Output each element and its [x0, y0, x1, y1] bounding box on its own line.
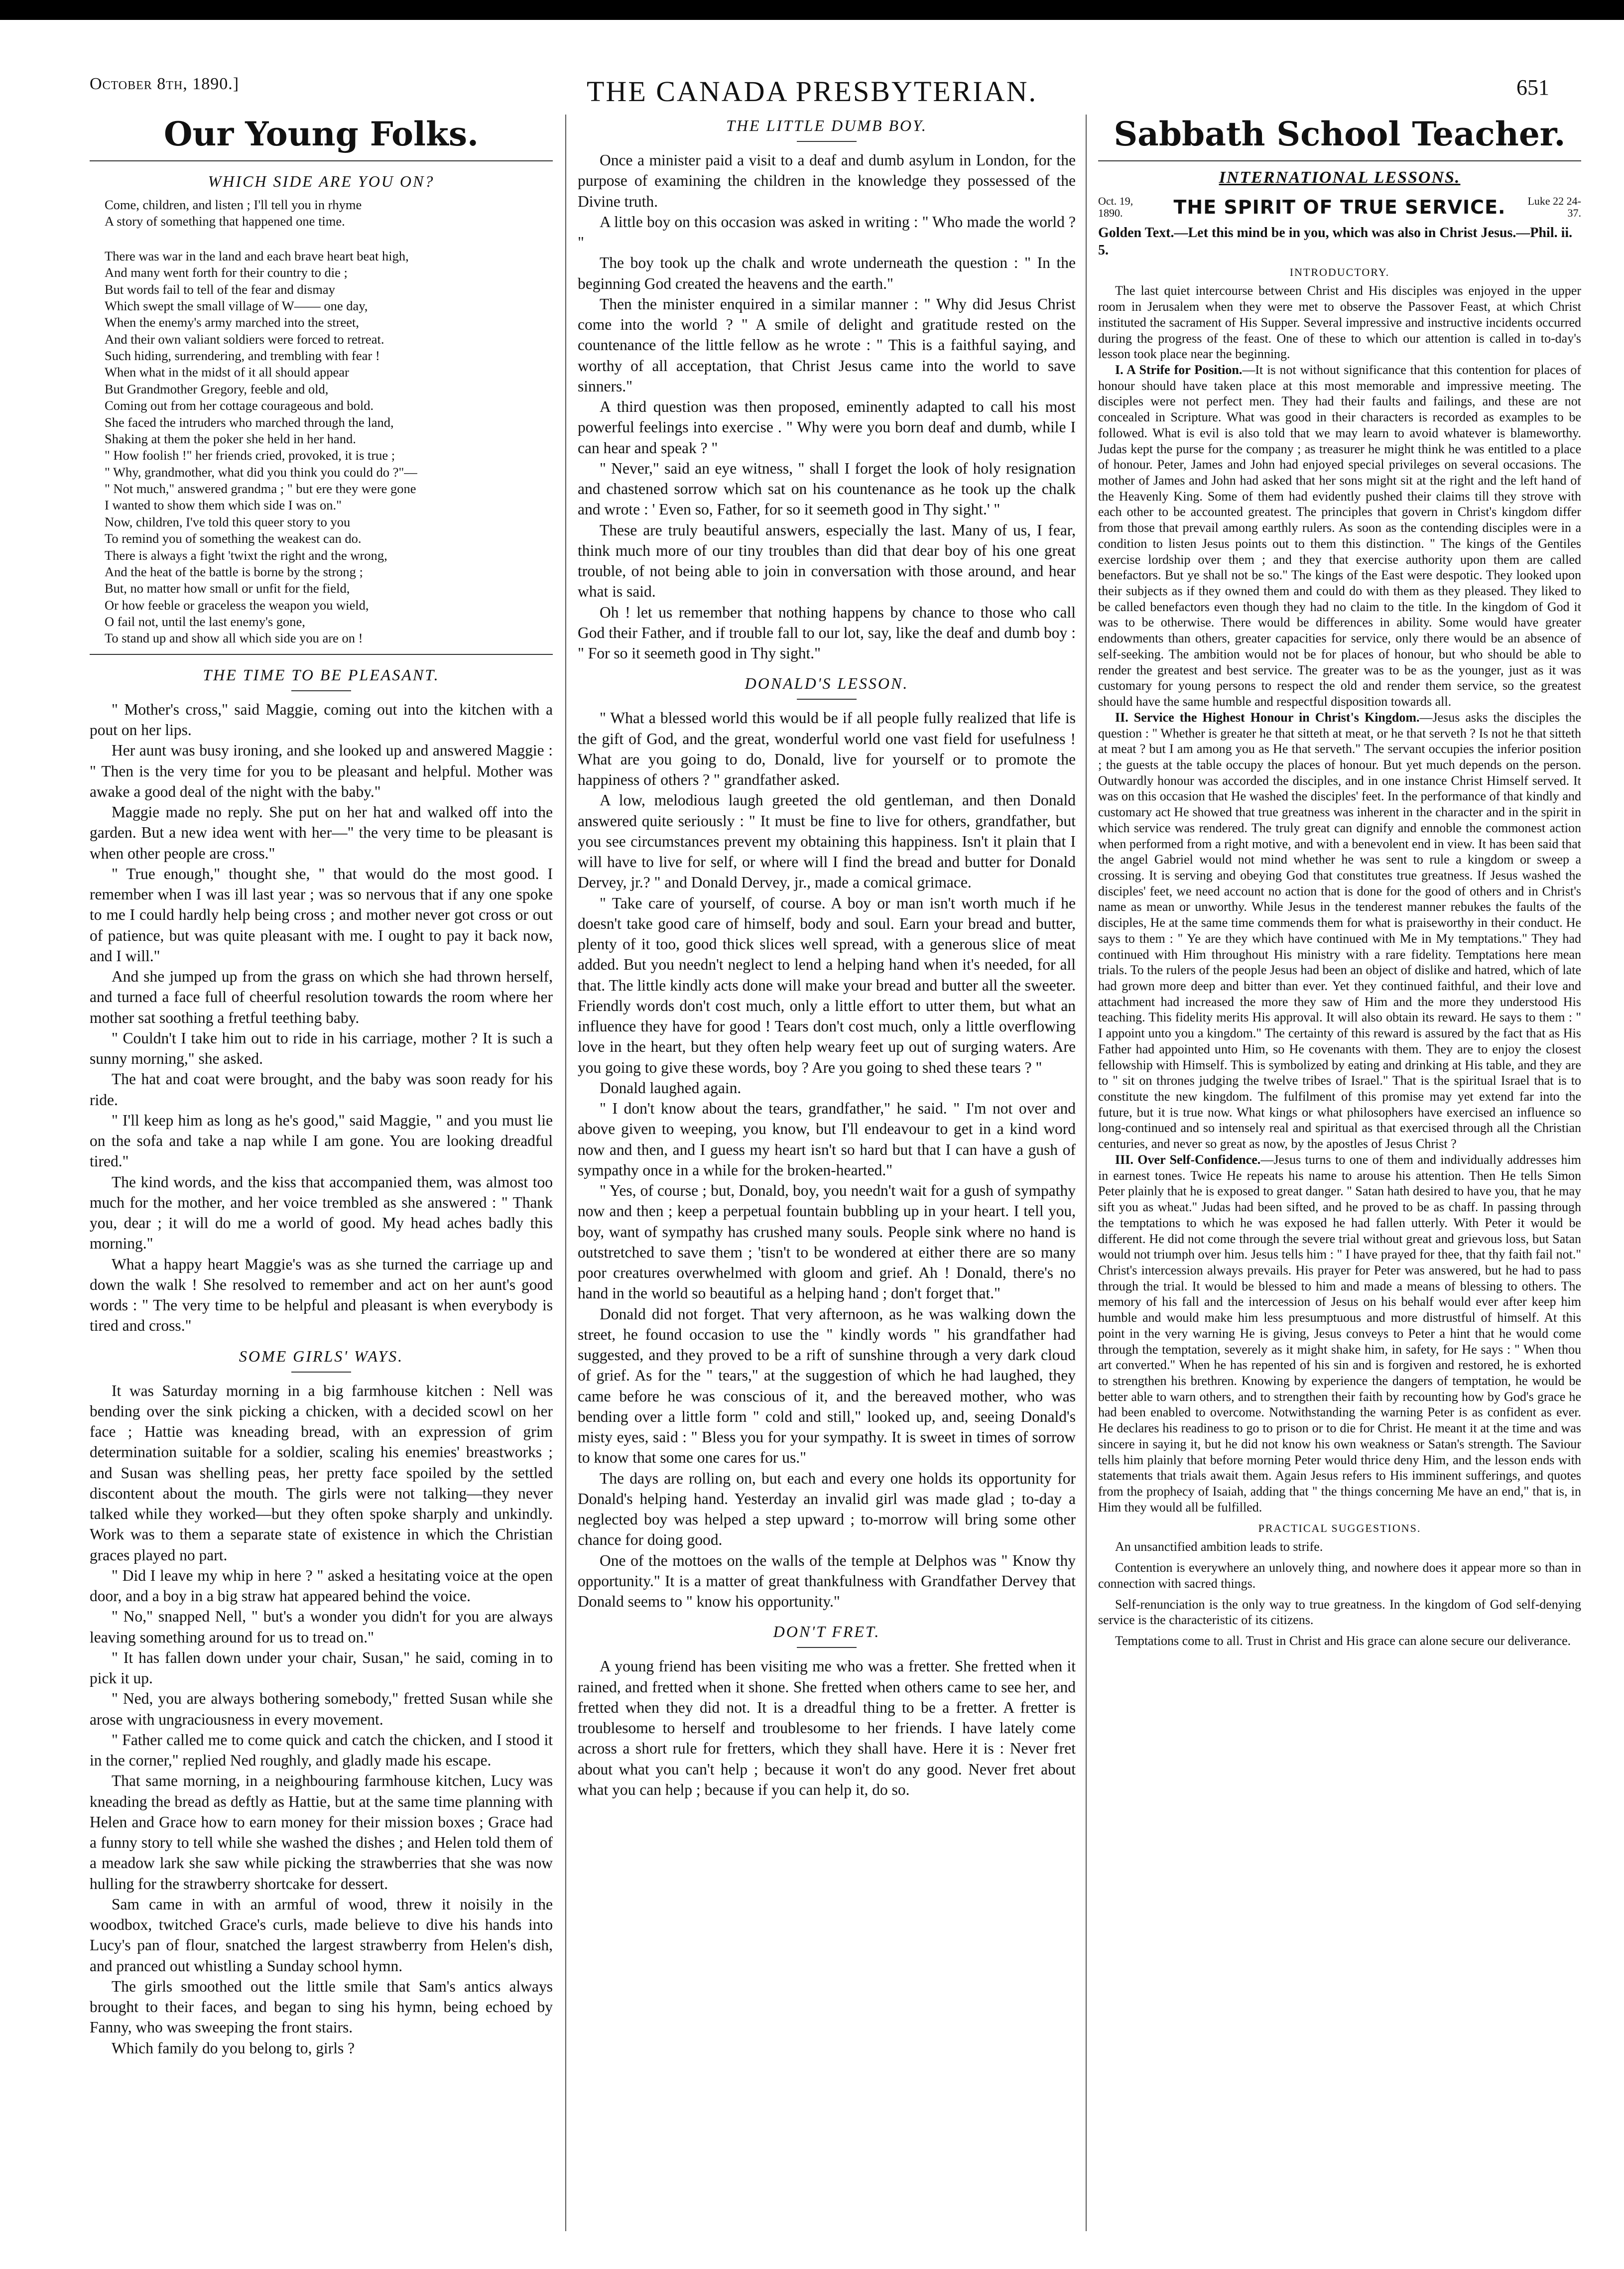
suggestion-item: Contention is everywhere an unlovely thing, and nowhere does it appear more so than in connection with sacred things.: [1098, 1560, 1581, 1591]
section-heading: Our Young Folks.: [164, 115, 479, 153]
section-title: III. Over Self-Confidence.: [1115, 1152, 1261, 1167]
suggestions-list: [1098, 1539, 1581, 1648]
paragraph: " Did I leave my whip in here ? " asked a hesitating voice at the open door, and a boy in a big straw hat appeared behind the voice.: [90, 1566, 553, 1605]
poem-line: Such hiding, surrendering, and trembling with fear !: [105, 348, 380, 363]
suggestion-item: An unsanctified ambition leads to strife.: [1115, 1539, 1323, 1554]
paragraph: Maggie made no reply. She put on her hat and walked off into the garden. But a new idea went with her—" the very time to be pleasant is when other people are cross.": [90, 803, 553, 862]
poem-line: When what in the midst of it all should appear: [105, 365, 349, 380]
paragraph: A third question was then proposed, eminently adapted to call his most powerful feelings into exercise . " Why were you born deaf and dumb, while I can hear and speak ? ": [578, 398, 1076, 457]
paragraph: What a happy heart Maggie's was as she turned the carriage up and down the walk ! She resolved to remember and act on her aunt's good words : " The very time to be helpful and pleasant is when everybody is tired and cross.": [90, 1255, 553, 1335]
section-text: —Jesus asks the disciples the question : " Whether is greater he that sitteth at meat, or he that serveth ? Is not he that sitteth at meat ? but I am among you as He that serveth." The servant occupies the inferior position ; the guests at the table occupy the places of honour. But yet much depends on the person. Outwardly honour was accorded the disciples, and in one instance Christ Himself served. It was on this occasion that He washed the disciples' feet. In the performance of that kindly and customary act He showed that true greatness was inherent in the character and in the spirit in which service was rendered. The truly great can dignify and ennoble the commonest action when performed from a right motive, and with a benevolent end in view. It has been said that the angel Gabriel would not mind whether he was sent to rule a kingdom or sweep a crossing. It is serving and obeying God that constitutes true greatness. If Jesus washed the disciples' feet, we need account no action that is done for the good of others and in Christ's name as mean or unworthy. While Jesus in the tenderest manner rebukes the faults of the disciples, He at the same time commends them for what is praiseworthy in their conduct. He says to them : " Ye are they which have continued with Me in My temptations." They had continued with Him throughout His ministry with a rare fidelity. Temptations here mean trials. To the rulers of the people Jesus had been an object of dislike and hatred, which of late had grown more deep and bitter than ever. Yet they continued faithful, and their love and attachment had increased the more they saw of Him and the more they understood His teaching. This fidelity merits His approval. It will also obtain its reward. He says to them : " I appoint unto you a kingdom." The certainty of this reward is assured by the fact that as His Father had appointed unto Him, so He covenants with them. They are to enjoy the closest fellowship with Himself. This is symbolized by eating and drinking at His table, and they are to " sit on thrones judging the twelve tribes of Israel." That is the spiritual Israel that is to constitute the new kingdom. The fulfilment of this promise may yet extend far into the future, but it is true now. What kings or what philosophers have exercised an influence so long-continued and so intensely real and spiritual as that exercised through all the Christian centuries, and never so great as now, by the apostles of Jesus Christ ?: [1098, 710, 1581, 1151]
lesson-section: [1098, 710, 1581, 1152]
poem-stanza: [105, 197, 553, 230]
suggestion-item: Self-renunciation is the only way to true greatness. In the kingdom of God self-denying service is the characteristic of its citizens.: [1098, 1597, 1581, 1628]
column-young-folks: [90, 115, 553, 2058]
lesson-section: [1098, 362, 1581, 710]
poem-line: But, no matter how small or unfit for the field,: [105, 581, 350, 596]
story-title: DON'T FRET.: [773, 1623, 880, 1641]
story-title: DONALD'S LESSON.: [745, 674, 909, 693]
issue-date: October 8th, 1890.]: [90, 75, 240, 93]
poem-stanza: [105, 248, 553, 647]
poem-title: WHICH SIDE ARE YOU ON?: [208, 172, 435, 190]
paragraph: A low, melodious laugh greeted the old gentleman, and then Donald answered quite seriously : " It must be fine to live for others, grandfather, but you see circumstances prevent my obtaining this happiness. Isn't it plain that I will have to live for self, or where will I find the bread and butter for Donald Dervey, jr.? " and Donald Dervey, jr., made a comical grimace.: [578, 791, 1076, 891]
column-divider: [1086, 115, 1087, 2231]
paragraph: The girls smoothed out the little smile that Sam's antics always brought to their faces, and began to sing his hymn, being echoed by Fanny, who was sweeping the front stairs.: [90, 1977, 553, 2036]
poem-line: O fail not, until the last enemy's gone,: [105, 614, 305, 629]
paragraph: Which family do you belong to, girls ?: [112, 2039, 355, 2057]
column-divider: [565, 115, 566, 2231]
story-title: THE TIME TO BE PLEASANT.: [203, 665, 440, 684]
poem-line: When the enemy's army marched into the street,: [105, 315, 360, 330]
section-title: I. A Strife for Position.: [1115, 362, 1243, 377]
suggestions-heading: PRACTICAL SUGGESTIONS.: [1258, 1522, 1421, 1535]
paragraph: The days are rolling on, but each and every one holds its opportunity for Donald's helping hand. Yesterday an invalid girl was made glad ; to-day a neglected boy was helped a step upward ; to-morrow will bring some other chance for doing good.: [578, 1469, 1076, 1549]
paragraph: That same morning, in a neighbouring farmhouse kitchen, Lucy was kneading the bread as deftly as Hattie, but at the same time planning with Helen and Grace how to earn money for their mission boxes ; Grace had a funny story to tell while she washed the dishes ; and Helen told them of a meadow lark she saw while picking the strawberries that she was now hulling for the strawberry shortcake for dessert.: [90, 1772, 553, 1892]
paragraph: " Yes, of course ; but, Donald, boy, you needn't wait for a gush of sympathy now and then ; keep a perpetual fountain bubbling up in your heart. I tell you, boy, want of sympathy has crushed many souls. People sink where no hand is outstretched to save them ; 'tisn't to be wondered at either there are so many poor creatures overwhelmed with gloom and grief. Ah ! Donald, there's no hand in the world so beautiful as a helping hand ; don't forget that.": [578, 1182, 1076, 1302]
section-title: II. Service the Highest Honour in Christ's Kingdom.: [1115, 710, 1420, 725]
section-heading: Sabbath School Teacher.: [1114, 115, 1566, 153]
section-text: —It is not without significance that this contention for places of honour should have taken place at this most memorable and impressive meeting. The disciples were not perfect men. They had their faults and failings, and these are not concealed in Scripture. What was good in their characters is recorded as examples to be followed. What is evil is also told that we may learn to avoid whatever is blameworthy. Judas kept the purse for the company ; as treasurer he might think he was entitled to a place of honour. Peter, James and John had enjoyed special privileges on several occasions. The mother of James and John had asked that her sons might sit at the right and the left hand of the Heavenly King. Some of them had evidently pushed their claims till they strove with each other to be accounted greatest. The principles that govern in Christ's kingdom differ from those that prevail among earthly rulers. As soon as the contending disciples were in a condition to listen Jesus points out to them this distinction. " The kings of the Gentiles exercise lordship over them ; and they that exercise authority upon them are called benefactors. But ye shall not be so." The kings of the East were despotic. They looked upon their subjects as if they owned them and could do with them as they pleased. They liked to be called benefactors even though they had no claim to the title. In the kingdom of God it was to be otherwise. There would be differences in ability. Some would have greater endowments than others, greater capacities for service, only there would be an absence of self-seeking. The ambition would not be for places of honour, but who should be able to render the greatest and best service. The greater was to be as the younger, just as it was customary for young persons to respect the old and render them service, so the greatest should have the same humble and respectful disposition towards all.: [1098, 362, 1581, 709]
poem-line: " Not much," answered grandma ; " but ere they were gone: [105, 481, 416, 496]
poem-line: But words fail to tell of the fear and dismay: [105, 281, 335, 297]
paragraph: And she jumped up from the grass on which she had thrown herself, and turned a face full of cheerful resolution towards the room where her mother sat soothing a fretful teething baby.: [90, 968, 553, 1026]
poem-line: There is always a fight 'twixt the right and the wrong,: [105, 547, 387, 563]
intro-heading: INTRODUCTORY.: [1289, 266, 1390, 279]
lesson-section: [1098, 1152, 1581, 1515]
poem-line: And their own valiant soldiers were forced to retreat.: [105, 331, 384, 347]
divider: [1098, 160, 1581, 161]
paragraph: " Father called me to come quick and catch the chicken, and I stood it in the corner," replied Ned roughly, and gladly made his escape.: [90, 1731, 553, 1769]
poem-line: " Why, grandmother, what did you think you could do ?"—: [105, 464, 417, 480]
paragraph: Oh ! let us remember that nothing happens by chance to those who call God their Father, and if trouble fall to our lot, say, like the deaf and dumb boy : " For so it seemeth good in Thy sight.": [578, 603, 1076, 662]
paragraph: " It has fallen down under your chair, Susan," he said, coming in to pick it up.: [90, 1648, 553, 1687]
paragraph: It was Saturday morning in a big farmhouse kitchen : Nell was bending over the sink picking a chicken, with a decided scowl on her face ; Hattie was kneading bread, with an expression of grim determination suitable for a soldier, scaling his enemies' breastworks ; and Susan was shelling peas, her pretty face spoiled by the settled discontent about the mouth. The girls were not talking—they never talked while they worked—but they often spoke sharply and unkindly. Work was to them a separate state of existence in which the Christian graces played no part.: [90, 1382, 553, 1564]
poem-line: She faced the intruders who marched through the land,: [105, 414, 394, 430]
paragraph: The last quiet intercourse between Christ and His disciples was enjoyed in the upper room in Jerusalem when they were met to observe the Passover Feast, at which Christ instituted the sacrament of His Supper. Several impressive and instructive incidents occurred during the progress of the feast. One of these to which our attention is called in to-day's lesson took place near the beginning.: [1098, 283, 1581, 362]
poem-line: I wanted to show them which side I was on.": [105, 498, 342, 513]
paragraph: Donald did not forget. That very afternoon, as he was walking down the street, he found occasion to use the " kindly words " his grandfather had suggested, and they proved to be a rift of sunshine through a very dark cloud of grief. As for the " tears," at the suggestion of which he had laughed, they came before he was conscious of it, and the bereaved mother, who was bending over a little form " cold and still," looked up, and, seeing Donald's misty eyes, said : " Bless you for your sympathy. It is sweet in times of sorrow to know that some one cares for us.": [578, 1305, 1076, 1467]
column-sabbath-school: [1098, 115, 1581, 1654]
paragraph: Sam came in with an armful of wood, threw it noisily in the woodbox, twitched Grace's curls, made believe to dive his hands into Lucy's pan of flour, snatched the largest strawberry from Helen's dish, and pranced out whistling a Sunday school hymn.: [90, 1895, 553, 1975]
column-stories: [578, 115, 1076, 1800]
paragraph: " Mother's cross," said Maggie, coming out into the kitchen with a pout on her lips.: [90, 700, 553, 739]
paragraph: " Ned, you are always bothering somebody," fretted Susan while she arose with ungraciousness in every movement.: [90, 1690, 553, 1728]
paragraph: A little boy on this occasion was asked in writing : " Who made the world ? ": [578, 213, 1076, 251]
paragraph: Then the minister enquired in a similar manner : " Why did Jesus Christ come into the world ? " A smile of delight and gratitude rested on the countenance of the little fellow as he wrote : " This is a faithful saying, and worthy of all acceptation, that Christ Jesus came into the world to save sinners.": [578, 295, 1076, 395]
lesson-reference: Luke 22 24-37.: [1527, 195, 1581, 220]
paragraph: " Take care of yourself, of course. A boy or man isn't worth much if he doesn't take good care of himself, body and soul. Earn your bread and butter, plenty of it too, good thick slices well spread, with a generous slice of meat added. But you needn't neglect to lend a helping hand when it's needed, for all that. The little kindly acts done will make your bread and butter all the sweeter. Friendly words don't cost much, only a little effort to utter them, but what an influence they have for good ! Tears don't cost much, only a little overflowing love in the heart, but they often help weary feet up out of surging waters. Are you going to give these words, boy ? Are you going to shed these tears ? ": [578, 894, 1076, 1076]
paragraph: " What a blessed world this would be if all people fully realized that life is the gift of God, and the great, wonderful world one vast field for usefulness ! What are you going to do, Donald, live for yourself or to promote the happiness of others ? " grandfather asked.: [578, 709, 1076, 788]
poem-line: But Grandmother Gregory, feeble and old,: [105, 381, 329, 396]
paragraph: These are truly beautiful answers, especially the last. Many of us, I fear, think much more of our tiny troubles than did that dear boy of his one great trouble, of not being able to join in conversation with those around, and hear what is said.: [578, 521, 1076, 601]
masthead-title: THE CANADA PRESBYTERIAN.: [587, 75, 1037, 108]
paragraph: " True enough," thought she, " that would do the most good. I remember when I was ill last year ; was so nervous that if any one spoke to me I could hardly help being cross ; and mother never got cross or out of patience, but was quite pleasant with me. I ought to pay it back now, and I will.": [90, 865, 553, 965]
paragraph: Her aunt was busy ironing, and she looked up and answered Maggie : " Then is the very time for you to be pleasant and helpful. Mother was awake a good deal of the night with the baby.": [90, 742, 553, 800]
paragraph: One of the mottoes on the walls of the temple at Delphos was " Know thy opportunity." It is a matter of great thankfulness with Grandfather Dervey that Donald seems to " know his opportunity.": [578, 1551, 1076, 1610]
poem-line: Or how feeble or graceless the weapon you wield,: [105, 597, 369, 613]
paragraph: " I'll keep him as long as he's good," said Maggie, " and you must lie on the sofa and take a nap while I am gone. You are looking dreadful tired.": [90, 1111, 553, 1170]
poem-line: Now, children, I've told this queer story to you: [105, 514, 351, 529]
lessons-subheading: INTERNATIONAL LESSONS.: [1219, 168, 1461, 187]
top-border: [0, 0, 1624, 20]
paragraph: Donald laughed again.: [600, 1079, 742, 1097]
lesson-header: [1098, 195, 1581, 219]
lesson-title: THE SPIRIT OF TRUE SERVICE.: [1173, 196, 1506, 219]
poem-line: There was war in the land and each brave heart beat high,: [105, 248, 409, 263]
poem-line: Come, children, and listen ; I'll tell you in rhyme: [105, 197, 362, 212]
paragraph: The boy took up the chalk and wrote underneath the question : " In the beginning God created the heavens and the earth.": [578, 254, 1076, 292]
poem-line: " How foolish !" her friends cried, provoked, it is true ;: [105, 448, 395, 463]
paragraph: " I don't know about the tears, grandfather," he said. " I'm not over and above given to weeping, you know, but I'll endeavour to get in a kind word now and then, and I guess my heart isn't so hard but that I can have a gush of sympathy once in a while for the broken-hearted.": [578, 1100, 1076, 1179]
section-text: —Jesus turns to one of them and individually addresses him in earnest tones. Twice He repeats his name to arouse his attention. Then He tells Simon Peter plainly that he is exposed to great danger. " Satan hath desired to have you, that he may sift you as wheat." Judas had been sifted, and he proved to be as chaff. In passing through the temptations to which he was exposed he had fallen utterly. With Peter it would be different. He did not come through the severe trial without great and grievous loss, but Satan would not triumph over him. Jesus tells him : " I have prayed for thee, that thy faith fail not." Christ's intercession always prevails. His prayer for Peter was answered, but he had to pass through the trial. It would be blessed to him and made a means of blessing to others. The memory of his fall and the intercession of Jesus on his behalf would ever after keep him humble and would make him less presumptuous and more distrustful of himself. At this point in the very warning He is giving, Jesus conveys to Peter a hint that he would come through the temptation, severely as it might shake him, in safety, for He says : " When thou art converted." When he has repented of his sin and is forgiven and restored, he is exhorted to strengthen his brethren. Knowing by experience the dangers of temptation, he would be better able to warn others, and to strengthen their faith by recounting how by God's grace he had been enabled to overcome. Notwithstanding the warning Peter is as confident as ever. He declares his readiness to go to prison or to die for Christ. He meant it at the time and was sincere in saying it, but he did not know his own weakness or Satan's strength. The Saviour tells him plainly that before morning Peter would thrice deny Him, and the lesson ends with statements that trials await them. Again Jesus refers to His imminent sufferings, and quotes from the prophecy of Isaiah, adding that " the things concerning Me have an end," that is, in Him they would all be fulfilled.: [1098, 1152, 1581, 1514]
poem-line: And the heat of the battle is borne by the strong ;: [105, 564, 363, 579]
paragraph: " No," snapped Nell, " but's a wonder you didn't for you are always leaving something around for us to tread on.": [90, 1608, 553, 1646]
golden-text: Golden Text.—Let this mind be in you, which was also in Christ Jesus.—Phil. ii. 5.: [1098, 225, 1573, 258]
divider: [90, 654, 553, 655]
story-title: THE LITTLE DUMB BOY.: [726, 117, 927, 134]
paragraph: The kind words, and the kiss that accompanied them, was almost too much for the mother, and her voice trembled as she answered : " Thank you, dear ; it will do me a world of good. My head aches badly this morning.": [90, 1173, 553, 1253]
poem-line: A story of something that happened one time.: [105, 214, 345, 229]
paragraph: The hat and coat were brought, and the baby was soon ready for his ride.: [90, 1070, 553, 1109]
poem-line: Which swept the small village of W—— one day,: [105, 298, 368, 313]
page-number: 651: [1516, 75, 1549, 100]
suggestion-item: Temptations come to all. Trust in Christ and His grace can alone secure our deliverance.: [1115, 1634, 1571, 1648]
paragraph: " Couldn't I take him out to ride in his carriage, mother ? It is such a sunny morning," she asked.: [90, 1029, 553, 1067]
poem-line: And many went forth for their country to die ;: [105, 265, 348, 280]
poem-line: Shaking at them the poker she held in her hand.: [105, 431, 356, 446]
paragraph: Once a minister paid a visit to a deaf and dumb asylum in London, for the purpose of examining the children in the knowledge they possessed of the Divine truth.: [578, 151, 1076, 210]
paragraph: A young friend has been visiting me who was a fretter. She fretted when it rained, and fretted when it shone. She fretted when others came to see her, and fretted when they did not. It is a dreadful thing to be a fretter. A fretter is troublesome to herself and troublesome to her friends. I have lately come across a short rule for fretters, which they shall have. Here it is : Never fret about what you can't help ; because it won't do any good. Never fret about what you can help ; because if you can help it, do so.: [578, 1657, 1076, 1798]
poem-line: Coming out from her cottage courageous and bold.: [105, 398, 374, 413]
lesson-date: Oct. 19, 1890.: [1098, 195, 1133, 220]
story-title: SOME GIRLS' WAYS.: [239, 1347, 404, 1365]
poem-line: To remind you of something the weakest can do.: [105, 531, 362, 546]
poem-line: To stand up and show all which side you are on !: [105, 630, 363, 646]
divider: [90, 160, 553, 161]
paragraph: " Never," said an eye witness, " shall I forget the look of holy resignation and chastened sorrow which sat on his countenance as he took up the chalk and wrote : ' Even so, Father, for so it seemeth good in Thy sight.' ": [578, 459, 1076, 518]
